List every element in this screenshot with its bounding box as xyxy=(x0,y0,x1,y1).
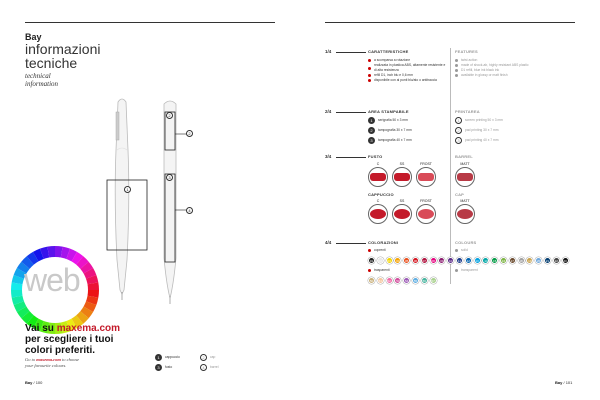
feature-item: twist action xyxy=(455,58,555,63)
print-area-item: 3 pad printing 40 x 7 mm xyxy=(455,137,503,144)
feature-item: disponibile con ai punti blu/ato o antitraccia xyxy=(368,78,446,83)
transparent-label-it: trasparenti xyxy=(368,268,390,273)
color-swatch[interactable]: 23 xyxy=(563,258,567,263)
color-swatch[interactable]: 22 xyxy=(554,258,558,263)
color-swatch[interactable]: 15 xyxy=(492,258,497,263)
pen-side-view xyxy=(115,99,129,300)
color-swatch[interactable]: 57 xyxy=(431,278,435,283)
promo-en-block xyxy=(25,357,79,369)
web-logo-text: web xyxy=(24,262,80,298)
color-swatch[interactable]: 09 xyxy=(440,258,444,263)
features-list-it xyxy=(368,58,446,83)
color-swatch[interactable]: 14 xyxy=(484,258,488,263)
legend-num: 2 xyxy=(200,354,207,361)
solid-color-swatches xyxy=(368,257,578,264)
promo-block xyxy=(25,323,120,356)
color-swatch[interactable]: 08 xyxy=(431,258,435,263)
solid-label-it: coprenti xyxy=(368,248,386,253)
section-4-title: COLORAZIONI xyxy=(368,240,399,245)
color-swatch[interactable]: 03 xyxy=(387,258,391,263)
features-list-en xyxy=(455,58,555,78)
color-swatch[interactable]: 51 xyxy=(378,278,382,283)
section-1-title: CARATTERISTICHE xyxy=(368,49,409,54)
feature-item: made of shock-ab, highly resistant ABS plastic xyxy=(455,63,555,68)
legend-label: cap xyxy=(210,355,216,359)
top-rule-right xyxy=(325,22,575,23)
page-subtitle xyxy=(25,72,58,88)
color-swatch[interactable]: 07 xyxy=(422,258,426,263)
marker-4: 4 xyxy=(186,207,193,214)
marker-3: 3 xyxy=(166,174,173,181)
legend-label: barrel xyxy=(210,365,219,369)
color-swatch[interactable]: 17 xyxy=(510,258,514,263)
section-3-title: FUSTO xyxy=(368,154,383,159)
barrel-finish-frost: FROST xyxy=(416,162,436,187)
barrel-finish-ss: SS xyxy=(392,162,412,187)
feature-item: refill D1, inch blu e 0,6 mm xyxy=(368,73,446,78)
title-line-1: informazioni xyxy=(25,41,101,57)
footer-name: Bay xyxy=(25,380,33,385)
feature-item: a scomparsa a rotazione xyxy=(368,58,446,63)
section-3-rule xyxy=(336,157,366,158)
feature-item: available in glossy or matt finish xyxy=(455,73,555,78)
color-swatch[interactable]: 53 xyxy=(396,278,400,283)
section-2-title: AREA STAMPABILE xyxy=(368,109,409,114)
footer-left xyxy=(25,380,42,385)
footer-right xyxy=(555,380,572,385)
color-swatch[interactable]: 02 xyxy=(378,258,382,263)
cap-finishes xyxy=(368,199,436,224)
color-swatch[interactable]: 19 xyxy=(528,258,532,263)
transparent-label-en: transparent xyxy=(455,268,478,273)
promo-line-1 xyxy=(25,323,120,334)
print-area-item: 1 serigrafia 50 x 3 mm xyxy=(368,117,412,124)
section-2-rule xyxy=(336,112,366,113)
right-page xyxy=(300,0,600,400)
pen-front-view xyxy=(164,101,176,304)
pen-illustrations xyxy=(100,90,210,310)
cap-finish-frost: FROST xyxy=(416,199,436,224)
title-line-2: tecniche xyxy=(25,55,78,71)
promo-prefix: Vai su xyxy=(25,323,57,334)
marker-2b: 2 xyxy=(186,130,193,137)
cap-finish-ss: SS xyxy=(392,199,412,224)
print-area-item: 2 pad printing 30 x 7 mm xyxy=(455,127,503,134)
barrel-finish-matt: MATT xyxy=(455,162,475,187)
section-3-number: 3/4 xyxy=(325,154,332,159)
print-area-item: 1 screen printing 50 x 3 mm xyxy=(455,117,503,124)
top-rule-left xyxy=(25,22,275,23)
section-1-number: 1/4 xyxy=(325,49,332,54)
footer-page: / 101 xyxy=(563,380,573,385)
color-swatch[interactable]: 05 xyxy=(405,258,409,263)
section-4-rule xyxy=(336,243,366,244)
subtitle-line-1: technical xyxy=(25,72,51,80)
legend-item-cap xyxy=(200,354,245,361)
legend-item-barrel xyxy=(200,364,245,371)
parts-legend xyxy=(155,354,245,371)
print-area-list-it xyxy=(368,117,412,144)
legend-item-fusto xyxy=(155,364,200,371)
feature-item: D1 refill, blue ink black ink xyxy=(455,68,555,73)
color-swatch[interactable]: 54 xyxy=(405,278,409,283)
color-swatch[interactable]: 04 xyxy=(396,258,400,263)
color-swatch[interactable]: 10 xyxy=(449,258,453,263)
cap-finish-c: C xyxy=(368,199,388,224)
promo-line-2: per scegliere i tuoi xyxy=(25,334,114,345)
promo-en-line-2: your favourite colours. xyxy=(25,363,67,368)
section-4-number: 4/4 xyxy=(325,240,332,245)
promo-line-3: colori preferiti. xyxy=(25,345,96,356)
solid-label-en: solid xyxy=(455,248,468,253)
legend-label: fusto xyxy=(165,365,173,369)
color-swatch[interactable]: 18 xyxy=(519,258,523,263)
cap-title: CAPPUCCIO xyxy=(368,192,394,197)
legend-num: 1 xyxy=(155,354,162,361)
marker-1: 1 xyxy=(124,186,131,193)
page-title xyxy=(25,42,100,70)
cap-finish-matt: MATT xyxy=(455,199,475,224)
color-swatch[interactable]: 21 xyxy=(545,258,550,263)
color-swatch[interactable]: 13 xyxy=(475,258,479,263)
footer-page: / 100 xyxy=(33,380,43,385)
cap-title-en: CAP xyxy=(455,192,465,197)
color-swatch[interactable]: 50 xyxy=(369,278,374,283)
subtitle-line-2: information xyxy=(25,80,59,88)
promo-en-suffix: to choose xyxy=(60,357,80,362)
print-area-item: 3 tampografia 40 x 7 mm xyxy=(368,137,412,144)
legend-num: 4 xyxy=(200,364,207,371)
print-area-item: 2 tampografia 30 x 7 mm xyxy=(368,127,412,134)
promo-en-link[interactable]: maxema.com xyxy=(36,357,61,362)
legend-item-cappuccio xyxy=(155,354,200,361)
column-divider xyxy=(450,48,451,284)
color-swatch[interactable]: 20 xyxy=(536,258,541,263)
section-2-title-en: PRINTAREA xyxy=(455,109,480,114)
section-1-rule xyxy=(336,52,366,53)
color-swatch[interactable]: 56 xyxy=(422,278,426,283)
color-swatch[interactable]: 16 xyxy=(501,258,506,263)
color-swatch[interactable]: 52 xyxy=(387,278,391,283)
section-1-title-en: FEATURES xyxy=(455,49,478,54)
barrel-finish-c: C xyxy=(368,162,388,187)
color-swatch[interactable]: 06 xyxy=(413,258,418,263)
promo-link[interactable]: maxema.com xyxy=(56,323,121,334)
marker-2: 2 xyxy=(166,112,173,119)
color-swatch[interactable]: 55 xyxy=(413,278,418,283)
section-3-title-en: BARREL xyxy=(455,154,473,159)
legend-label: cappuccio xyxy=(165,355,180,359)
transparent-color-swatches xyxy=(368,277,437,284)
color-swatch[interactable]: 11 xyxy=(457,258,462,263)
legend-num: 3 xyxy=(155,364,162,371)
section-4-title-en: COLOURS xyxy=(455,240,477,245)
footer-name: Bay xyxy=(555,380,563,385)
barrel-finishes xyxy=(368,162,436,187)
feature-item: realizzata in plastica ABS, altamente resistente e di alta resistenza xyxy=(368,63,446,73)
print-area-list-en xyxy=(455,117,503,144)
color-swatch[interactable]: 01 xyxy=(369,258,374,263)
promo-en-prefix: Go to xyxy=(25,357,37,362)
product-name: Bay xyxy=(25,32,42,42)
color-swatch[interactable]: 12 xyxy=(466,258,470,263)
section-2-number: 2/4 xyxy=(325,109,332,114)
